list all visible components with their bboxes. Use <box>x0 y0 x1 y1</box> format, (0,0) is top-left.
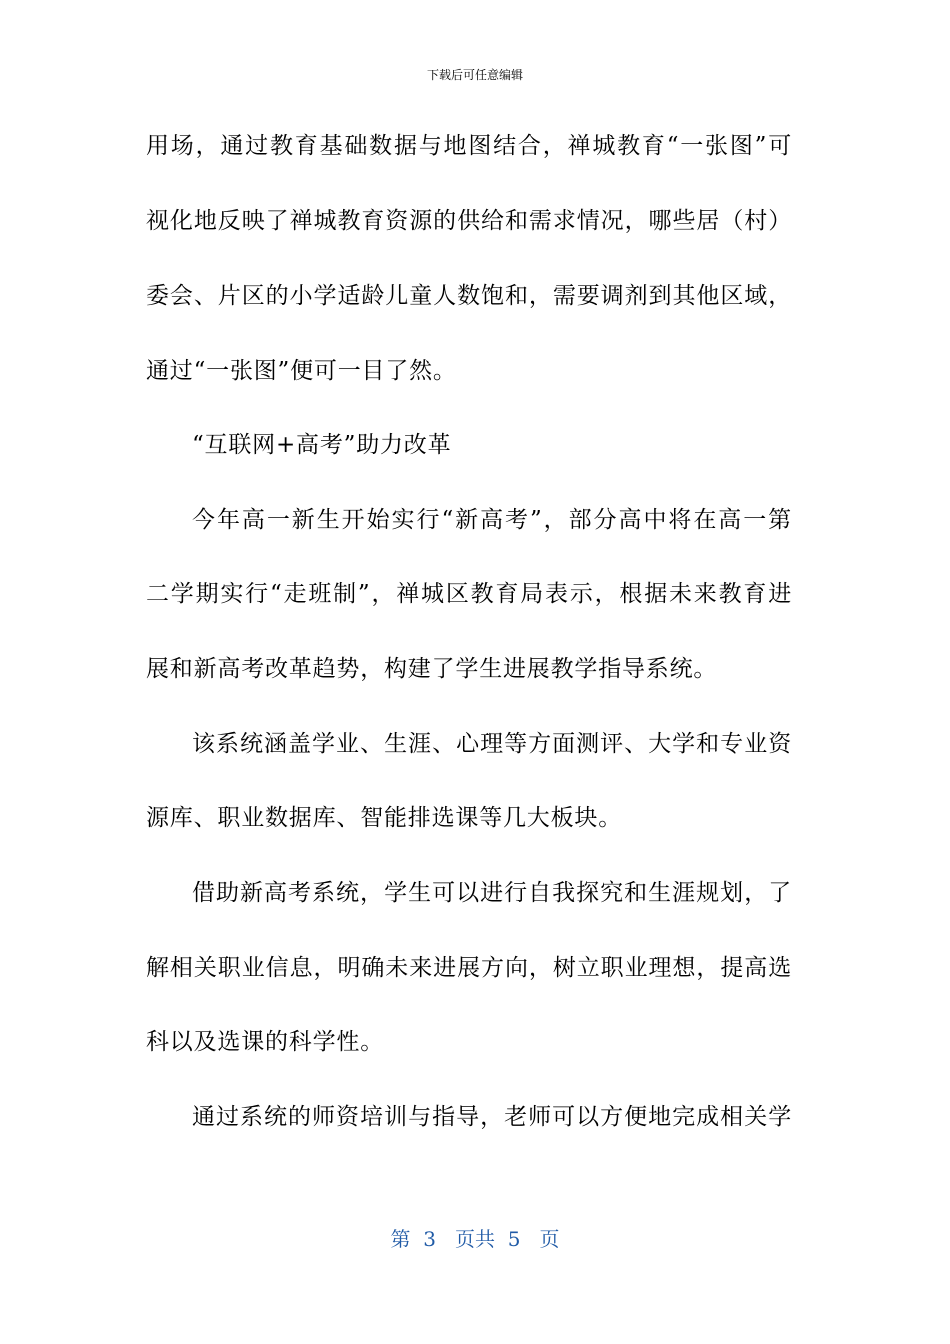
text-line: 解相关职业信息，明确未来进展方向，树立职业理想，提高选 <box>146 955 792 981</box>
page-header: 下载后可任意编辑 <box>426 68 523 82</box>
text-line: 通过系统的师资培训与指导，老师可以方便地完成相关学 <box>192 1104 792 1130</box>
section-heading: “互联网+高考”助力改革 <box>192 432 452 458</box>
text-line: 展和新高考改革趋势，构建了学生进展教学指导系统。 <box>146 656 718 682</box>
text-line: 委会、片区的小学适龄儿童人数饱和，需要调剂到其他区域， <box>146 283 792 309</box>
text-line: 视化地反映了禅城教育资源的供给和需求情况，哪些居（村） <box>146 208 792 234</box>
text-line: 用场，通过教育基础数据与地图结合，禅城教育“一张图”可 <box>146 133 792 159</box>
text-line: 借助新高考系统，学生可以进行自我探究和生涯规划，了 <box>192 880 792 906</box>
text-line: 源库、职业数据库、智能排选课等几大板块。 <box>146 805 622 831</box>
text-line: 二学期实行“走班制”，禅城区教育局表示，根据未来教育进 <box>146 581 792 607</box>
text-line: 通过“一张图”便可一目了然。 <box>146 358 457 384</box>
text-line: 该系统涵盖学业、生涯、心理等方面测评、大学和专业资 <box>192 731 792 757</box>
text-line: 今年高一新生开始实行“新高考”，部分高中将在高一第 <box>192 507 792 533</box>
text-line: 科以及选课的科学性。 <box>146 1029 384 1055</box>
page-footer: 第 3 页共 5 页 <box>390 1227 560 1251</box>
